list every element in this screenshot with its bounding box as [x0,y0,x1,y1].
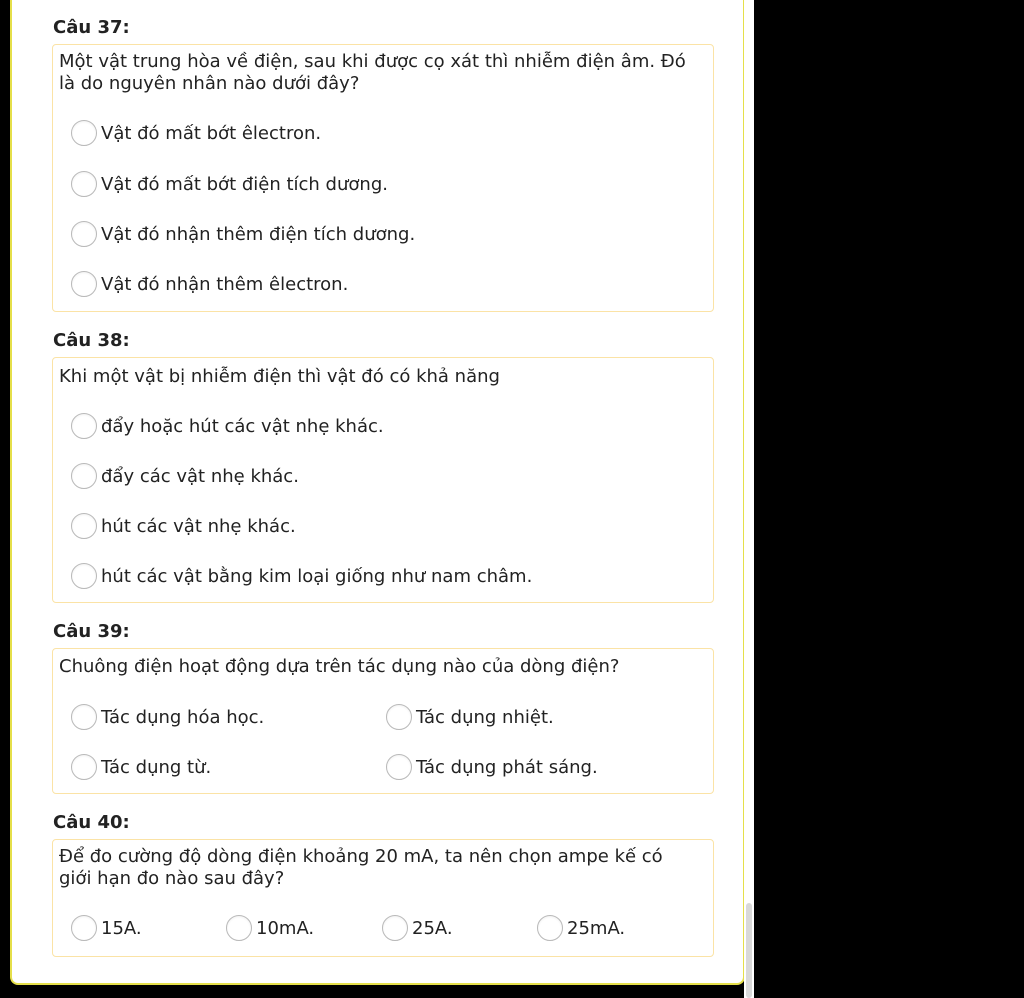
radio-button[interactable] [382,915,408,941]
radio-button[interactable] [226,915,252,941]
question-39-box [52,648,714,794]
option-label: hút các vật bằng kim loại giống như nam châm. [101,565,533,587]
question-37-title: Câu 37: [53,17,130,38]
question-40-text: Để đo cường độ dòng điện khoảng 20 mA, ta nên chọn ampe kế có giới hạn đo nào sau đây? [59,846,663,889]
question-37-option-d[interactable] [71,269,348,299]
question-37-option-c[interactable] [71,219,415,249]
option-label: đẩy hoặc hút các vật nhẹ khác. [101,415,384,437]
radio-button[interactable] [71,271,97,297]
radio-button[interactable] [71,915,97,941]
question-40-option-d[interactable] [537,913,625,943]
option-label: 10mA. [256,917,315,939]
question-37-box [52,44,714,312]
question-38-option-a[interactable] [71,411,384,441]
option-label: Vật đó nhận thêm êlectron. [101,273,349,295]
option-label: Tác dụng phát sáng. [416,756,598,778]
option-label: đẩy các vật nhẹ khác. [101,465,299,487]
radio-button[interactable] [386,704,412,730]
question-38-option-d[interactable] [71,561,532,591]
question-38-title: Câu 38: [53,330,130,351]
quiz-panel [10,0,745,985]
option-label: Tác dụng nhiệt. [416,706,554,728]
question-40-option-c[interactable] [382,913,453,943]
option-label: hút các vật nhẹ khác. [101,515,296,537]
radio-button[interactable] [71,463,97,489]
question-37-option-b[interactable] [71,169,388,199]
option-label: 15A. [101,917,142,939]
question-38-box [52,357,714,603]
radio-button[interactable] [71,704,97,730]
question-40-option-b[interactable] [226,913,314,943]
question-39-option-a[interactable] [71,702,264,732]
option-label: Tác dụng hóa học. [101,706,265,728]
option-label: Vật đó mất bớt êlectron. [101,122,322,144]
question-38-option-b[interactable] [71,461,299,491]
question-40-box [52,839,714,957]
radio-button[interactable] [71,120,97,146]
radio-button[interactable] [71,513,97,539]
question-39-text: Chuông điện hoạt động dựa trên tác dụng nào của dòng điện? [59,656,620,677]
scrollbar-thumb[interactable] [746,903,752,998]
option-label: Vật đó nhận thêm điện tích dương. [101,223,416,245]
radio-button[interactable] [386,754,412,780]
question-39-option-c[interactable] [71,752,211,782]
scrollbar-track[interactable] [744,0,754,998]
question-38-option-c[interactable] [71,511,296,541]
question-39-option-b[interactable] [386,702,554,732]
question-39-title: Câu 39: [53,621,130,642]
question-38-text: Khi một vật bị nhiễm điện thì vật đó có khả năng [59,366,500,387]
question-37-text: Một vật trung hòa về điện, sau khi được cọ xát thì nhiễm điện âm. Đó là do nguyên nhân nào dưới đây? [59,51,686,94]
radio-button[interactable] [71,221,97,247]
option-label: Tác dụng từ. [101,756,212,778]
radio-button[interactable] [71,171,97,197]
radio-button[interactable] [537,915,563,941]
question-37-option-a[interactable] [71,118,321,148]
option-label: 25A. [412,917,453,939]
radio-button[interactable] [71,413,97,439]
option-label: 25mA. [567,917,626,939]
question-40-title: Câu 40: [53,812,130,833]
radio-button[interactable] [71,563,97,589]
radio-button[interactable] [71,754,97,780]
question-39-option-d[interactable] [386,752,598,782]
option-label: Vật đó mất bớt điện tích dương. [101,173,388,195]
question-40-option-a[interactable] [71,913,142,943]
